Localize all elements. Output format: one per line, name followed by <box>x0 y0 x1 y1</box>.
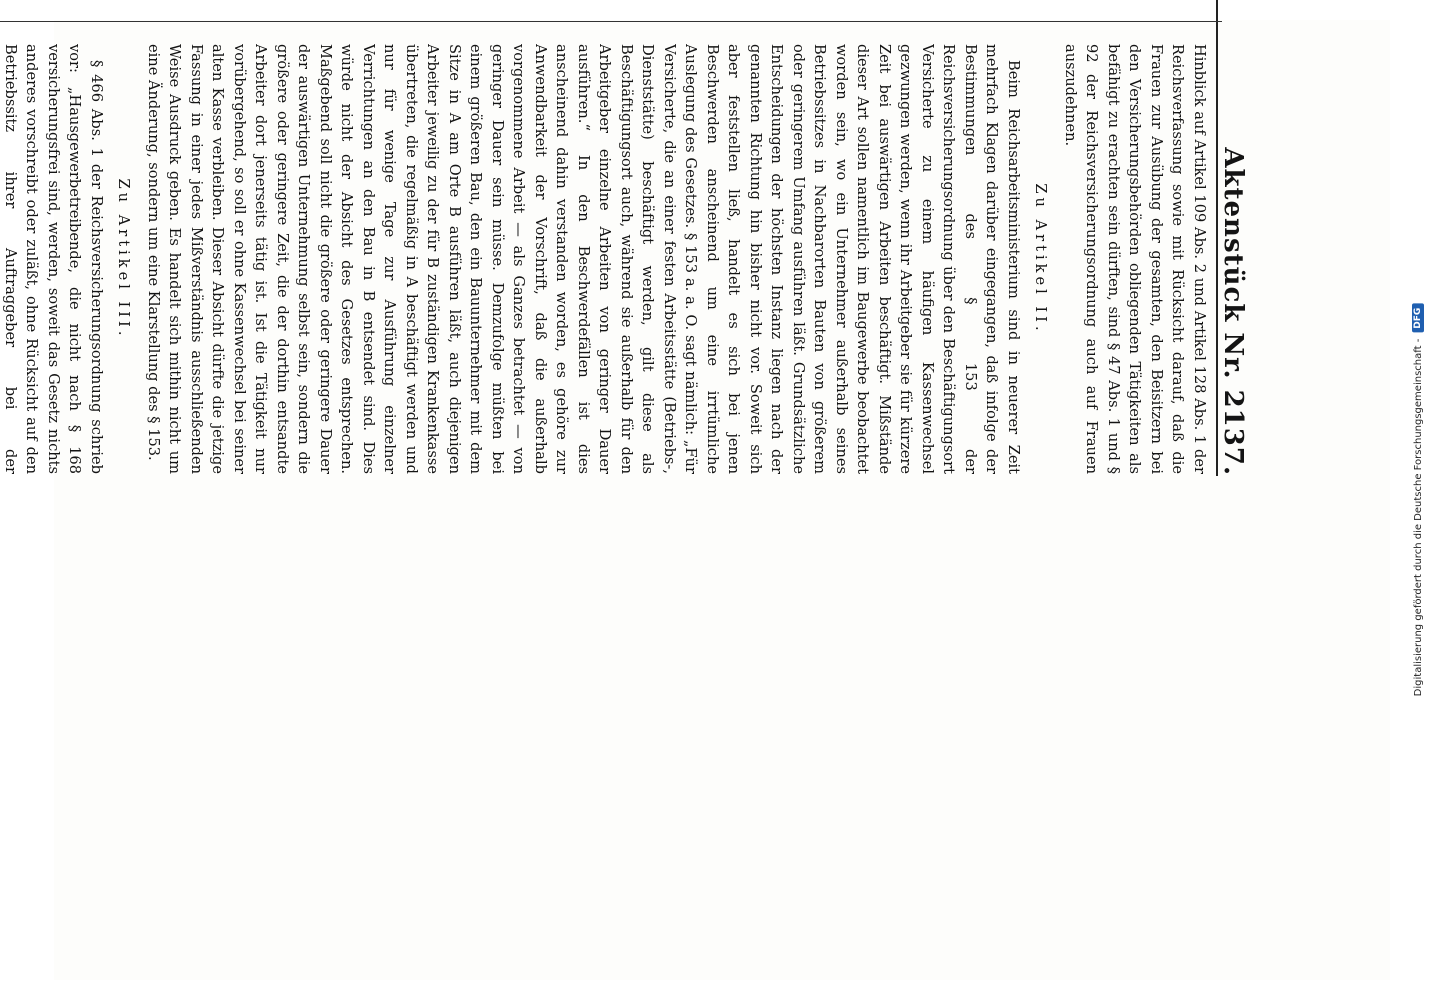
paragraph: Hinblick auf Artikel 109 Abs. 2 und Artikel 128 Abs. 1 der Reichsverfassung sowie mit Rücksicht darauf, daß die Frauen zur Ausübung der gesamten, den Beisitzern bei den Versicherungsbehörden obliegenden Tätigkeiten als befähigt zu erachten sein dürften, sind § 47 Abs. 1 und § 92 der Reichsversicherungsordnung auch auf Frauen auszudehnen. <box>1062 44 1208 474</box>
page-header <box>1216 0 1264 476</box>
column-divider <box>0 21 1222 22</box>
digitization-credit <box>1412 304 1424 697</box>
column-gutter <box>0 0 1210 44</box>
document-number: Aktenstück Nr. 2137. <box>1218 147 1248 476</box>
credit-text: Digitalisierung gefördert durch die Deutsche Forschungsgemeinschaft - <box>1412 338 1424 697</box>
text-columns <box>0 0 1210 476</box>
scanned-page <box>2 20 1390 980</box>
page-content <box>0 0 1268 502</box>
right-column <box>0 44 1210 474</box>
paragraph: § 466 Abs. 1 der Reichsversicherungsordnung schrieb vor: „Hausgewerbetreibende, die nicht nach § 168 versicherungsfrei sind, werden, soweit das Gesetz nichts anderes vorschreibt oder zuläßt, ohne Rücksicht auf den Betriebssitz ihrer Auftraggeber bei der <box>2 44 105 474</box>
article-heading: Zu Artikel III. <box>115 178 133 340</box>
article-heading: Zu Artikel II. <box>1032 183 1050 335</box>
paragraph: Beim Reichsarbeitsministerium sind in neuerer Zeit mehrfach Klagen darüber eingegangen, daß infolge der Bestimmungen des § 153 der Reichsversicherungsordnung über den Beschäftigungsort Versicherte zu einem häufigen Kassenwechsel gezwungen werden, wenn ihr Arbeitgeber sie für kürzere Zeit bei auswärtigen Arbeiten beschäftigt. Mißstände dieser Art sollen namentlich im Baugewerbe beobachtet worden sein, wo ein Unternehmer außerhalb seines Betriebssitzes in Nachbarorten Bauten von größerem oder geringerem Umfang ausführen läßt. Grundsätzliche Entscheidungen der höchsten Instanz liegen nach der genannten Richtung hin bisher nicht vor. Soweit sich aber feststellen ließ, handelt es sich bei jenen Beschwerden anscheinend um eine irrtümliche Auslegung des Gesetzes. § 153 a. a. O. sagt nämlich: „Für Versicherte, die an einer festen Arbeitsstätte (Betriebs-, Dienststätte) beschäftigt werden, gilt diese als Beschäftigungsort auch, während sie außerhalb für den Arbeitgeber einzelne Arbeiten von geringer Dauer ausführen.“ In den Beschwerdefällen ist dies anscheinend dahin verstanden worden, es gehöre zur Anwendbarkeit der Vorschrift, daß die außerhalb vorgenommene Arbeit — als Ganzes betrachtet — von geringer Dauer sein müsse. Demzufolge müßten bei einem größeren Bau, den ein Bauunternehmer mit dem Sitze in A am Orte B ausführen läßt, auch diejenigen Arbeiter jeweilig zu der für B zuständigen Krankenkasse übertreten, die regelmäßig in A beschäftigt werden und nur für wenige Tage zur Ausführung einzelner Verrichtungen an den Bau in B entsendet sind. Dies würde nicht der Absicht des Gesetzes entsprechen. Maßgebend soll nicht die größere oder geringere Dauer der auswärtigen Unternehmung selbst sein, sondern die größere oder geringere Zeit, die der dorthin entsandte Arbeiter dort jenerseits tätig ist. Ist die Tätigkeit nur vorübergehend, so soll er ohne Kassenwechsel bei seiner alten Kasse verbleiben. Dieser Absicht dürfte die jetzige Fassung in einer jedes Mißverständnis ausschließenden Weise Ausdruck geben. Es handelt sich mithin nicht um eine Änderung, sondern um eine Klarstellung des § 153. <box>145 44 1022 474</box>
dfg-logo: DFG <box>1412 304 1424 333</box>
